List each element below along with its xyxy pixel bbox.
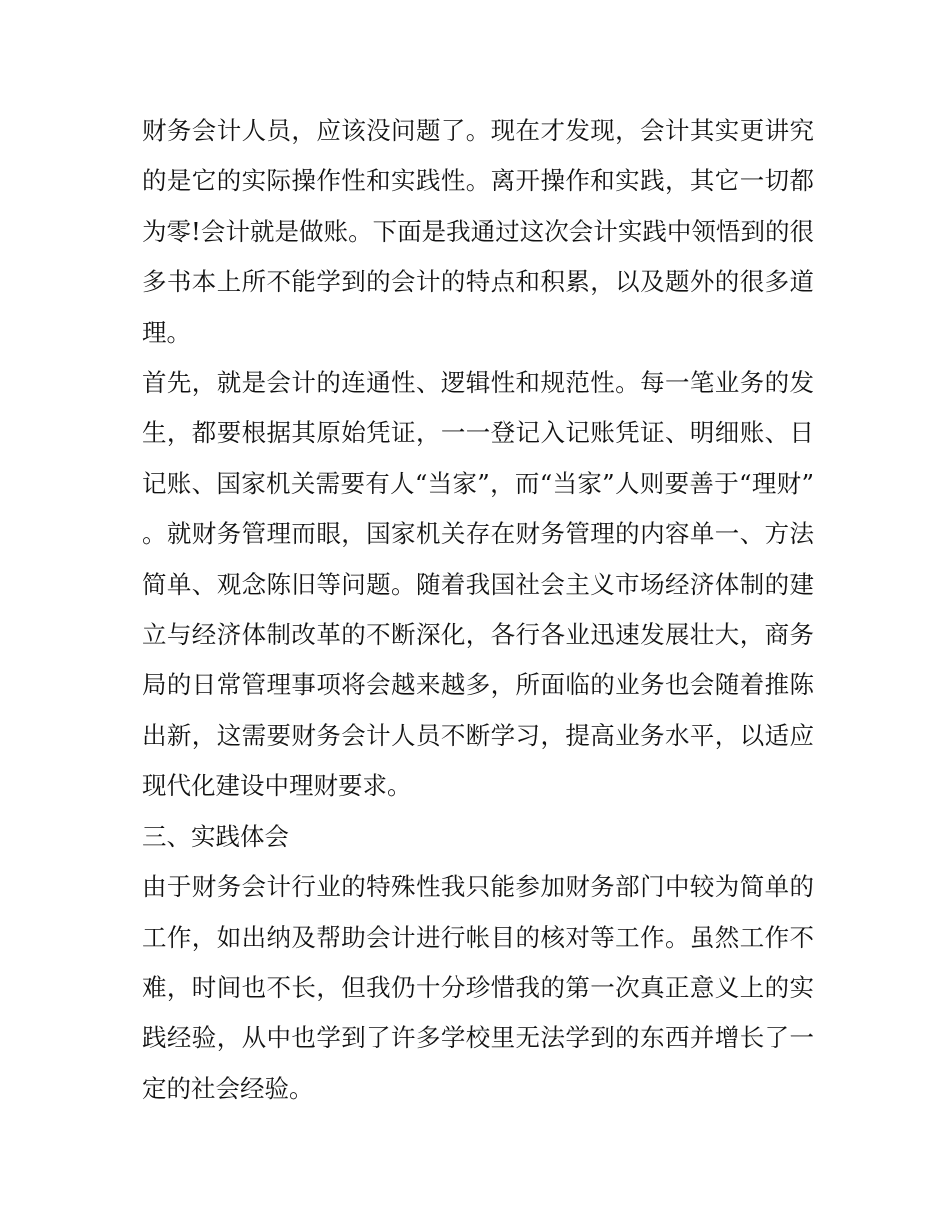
section-heading-practice-experience: 三、实践体会 [142, 821, 289, 851]
paragraph-practice-experience: 由于财务会计行业的特殊性我只能参加财务部门中较为简单的工作，如出纳及帮助会计进行帐目的核对等工作。虽然工作不难，时间也不长，但我仍十分珍惜我的第一次真正意义上的实践经验，从中也学到了许多学校里无法学到的东西并增长了一定的社会经验。 [142, 872, 814, 1103]
document-body [142, 106, 814, 1114]
paragraph-accounting-practice: 财务会计人员，应该没问题了。现在才发现，会计其实更讲究的是它的实际操作性和实践性。离开操作和实践，其它一切都为零!会计就是做账。下面是我通过这次会计实践中领悟到的很多书本上所不能学到的会计的特点和积累，以及题外的很多道理。 [142, 116, 814, 347]
paragraph-accounting-characteristics: 首先，就是会计的连通性、逻辑性和规范性。每一笔业务的发生，都要根据其原始凭证，一一登记入记账凭证、明细账、日记账、国家机关需要有人“当家”，而“当家”人则要善于“理财”。就财务管理而眼，国家机关存在财务管理的内容单一、方法简单、观念陈旧等问题。随着我国社会主义市场经济体制的建立与经济体制改革的不断深化，各行各业迅速发展壮大，商务局的日常管理事项将会越来越多，所面临的业务也会随着推陈出新，这需要财务会计人员不断学习，提高业务水平，以适应现代化建设中理财要求。 [142, 368, 814, 801]
